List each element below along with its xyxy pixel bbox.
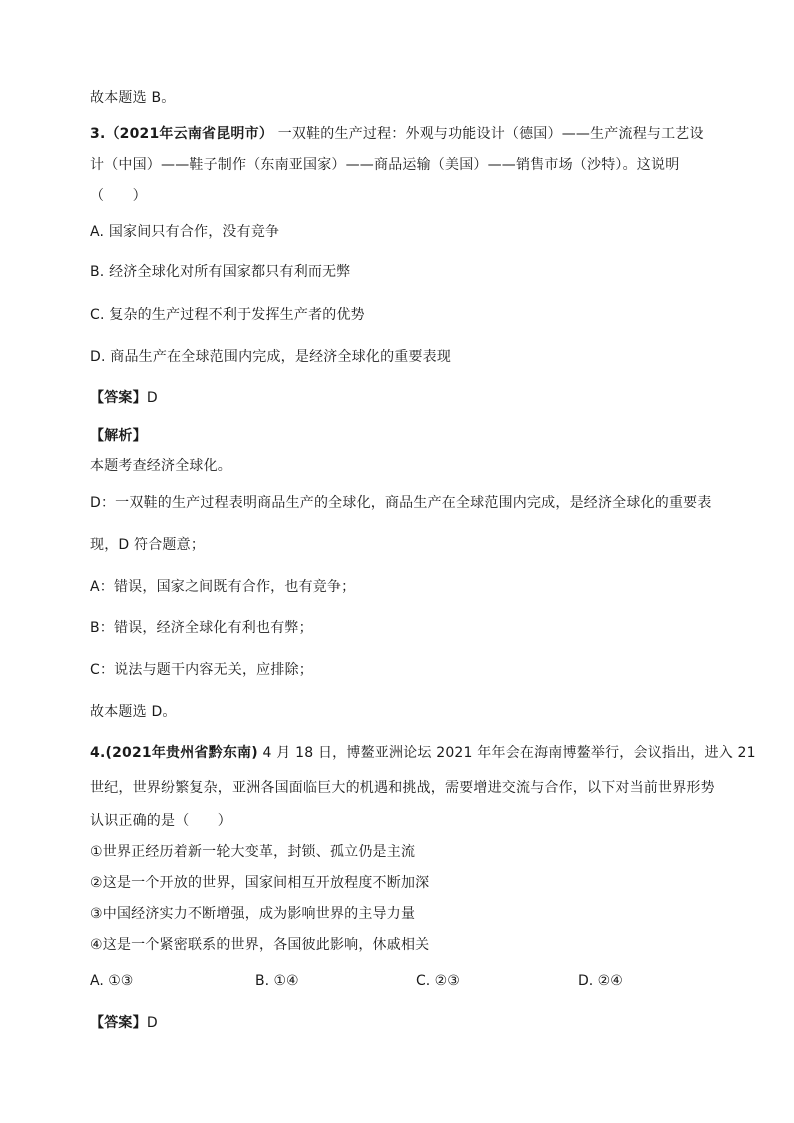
q3-analysis-line: C：说法与题干内容无关，应排除； <box>90 662 313 678</box>
q3-analysis-label: 【解析】 <box>90 428 147 444</box>
q2-conclusion: 故本题选 B。 <box>90 90 176 106</box>
q4-statement-3: ③中国经济实力不断增强，成为影响世界的主导力量 <box>90 906 416 922</box>
q4-option-d: D. ②④ <box>578 973 623 989</box>
q3-option-d: D. 商品生产在全球范围内完成，是经济全球化的重要表现 <box>90 349 452 365</box>
q4-answer <box>90 1013 158 1033</box>
q4-statement-2: ②这是一个开放的世界，国家间相互开放程度不断加深 <box>90 875 430 891</box>
q4-statement-1: ①世界正经历着新一轮大变革，封锁、孤立仍是主流 <box>90 844 416 860</box>
q4-stem-line3: 认识正确的是（ ） <box>90 813 232 829</box>
q3-option-b: B. 经济全球化对所有国家都只有利而无弊 <box>90 264 351 280</box>
q4-stem-line1 <box>90 743 756 763</box>
q3-stem-text1: 一双鞋的生产过程：外观与功能设计（德国）——生产流程与工艺设 <box>277 126 704 142</box>
q3-analysis-line: A：错误，国家之间既有合作，也有竞争； <box>90 579 356 595</box>
q4-number: 4. <box>90 745 106 761</box>
q3-answer-label: 【答案】 <box>90 390 147 406</box>
q4-stem-line2: 世纪，世界纷繁复杂，亚洲各国面临巨大的机遇和挑战，需要增进交流与合作，以下对当前世界形势 <box>90 780 715 796</box>
q3-number: 3. <box>90 126 106 142</box>
q4-source: (2021年贵州省黔东南) <box>105 745 258 761</box>
q4-option-c: C. ②③ <box>416 973 460 989</box>
q4-stem-text1: 4 月 18 日，博鳌亚洲论坛 2021 年年会在海南博鳌举行，会议指出，进入 21 <box>262 745 756 761</box>
q3-stem-line2: 计（中国）——鞋子制作（东南亚国家）——商品运输（美国）——销售市场（沙特）。这说明 <box>90 157 680 173</box>
q3-analysis-line: B：错误，经济全球化有利也有弊； <box>90 620 313 636</box>
q3-analysis-line: 现，D 符合题意； <box>90 537 206 553</box>
q4-answer-value: D <box>146 1015 158 1031</box>
q3-analysis-line: D：一双鞋的生产过程表明商品生产的全球化，商品生产在全球范围内完成，是经济全球化的重要表 <box>90 495 712 511</box>
q4-option-b: B. ①④ <box>255 973 299 989</box>
q3-analysis-line: 故本题选 D。 <box>90 704 177 720</box>
q4-option-a: A. ①③ <box>90 973 134 989</box>
q3-option-a: A. 国家间只有合作，没有竞争 <box>90 224 280 240</box>
q3-answer-value: D <box>146 390 158 406</box>
q3-stem-line1 <box>90 124 704 144</box>
q4-statement-4: ④这是一个紧密联系的世界，各国彼此影响，休戚相关 <box>90 937 430 953</box>
q3-source: （2021年云南省昆明市） <box>105 126 274 142</box>
q3-option-c: C. 复杂的生产过程不利于发挥生产者的优势 <box>90 307 365 323</box>
q3-analysis-line: 本题考查经济全球化。 <box>90 458 232 474</box>
q3-answer <box>90 388 158 408</box>
q3-stem-line3: （ ） <box>90 188 147 204</box>
q4-answer-label: 【答案】 <box>90 1015 147 1031</box>
